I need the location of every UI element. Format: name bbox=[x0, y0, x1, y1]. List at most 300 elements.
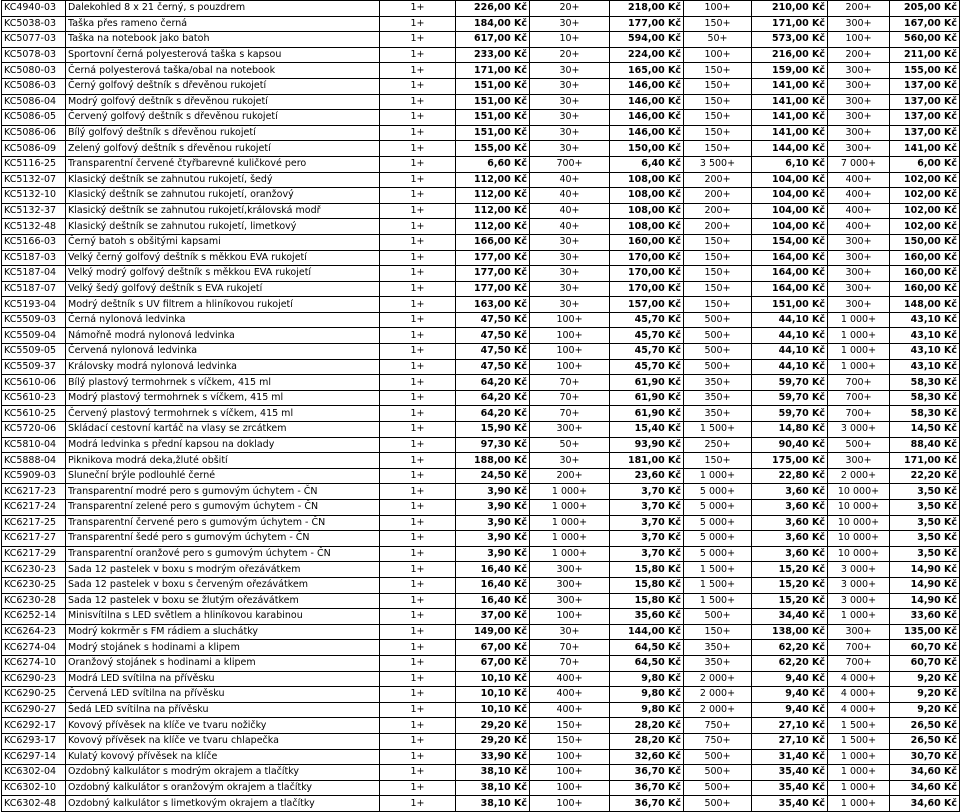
qty-tier-4: 300+ bbox=[828, 250, 890, 266]
qty-tier-4: 200+ bbox=[828, 47, 890, 63]
price-tier-4: 141,00 Kč bbox=[890, 141, 960, 157]
qty-tier-3: 100+ bbox=[684, 47, 752, 63]
qty-tier-2: 20+ bbox=[530, 47, 610, 63]
product-code: KC5509-37 bbox=[2, 359, 66, 375]
product-description: Červený golfový deštník s dřevěnou rukojetí bbox=[66, 110, 380, 126]
qty-tier-2: 100+ bbox=[530, 609, 610, 625]
qty-tier-1: 1+ bbox=[380, 765, 456, 781]
table-row bbox=[2, 531, 960, 547]
qty-tier-2: 70+ bbox=[530, 655, 610, 671]
qty-tier-4: 300+ bbox=[828, 234, 890, 250]
price-tier-1: 10,10 Kč bbox=[456, 687, 530, 703]
product-code: KC5810-04 bbox=[2, 437, 66, 453]
product-description: Černá polyesterová taška/obal na notebook bbox=[66, 63, 380, 79]
product-description: Šedá LED svítilna na přívěsku bbox=[66, 702, 380, 718]
price-tier-3: 62,20 Kč bbox=[752, 655, 828, 671]
table-row bbox=[2, 468, 960, 484]
table-row bbox=[2, 671, 960, 687]
qty-tier-2: 70+ bbox=[530, 390, 610, 406]
price-tier-3: 14,80 Kč bbox=[752, 422, 828, 438]
price-tier-3: 164,00 Kč bbox=[752, 266, 828, 282]
qty-tier-1: 1+ bbox=[380, 63, 456, 79]
product-description: Sluneční brýle podlouhlé černé bbox=[66, 468, 380, 484]
table-row bbox=[2, 640, 960, 656]
qty-tier-1: 1+ bbox=[380, 203, 456, 219]
qty-tier-3: 500+ bbox=[684, 749, 752, 765]
product-code: KC6217-25 bbox=[2, 515, 66, 531]
price-tier-4: 3,50 Kč bbox=[890, 546, 960, 562]
table-row bbox=[2, 32, 960, 48]
price-tier-1: 16,40 Kč bbox=[456, 577, 530, 593]
qty-tier-3: 150+ bbox=[684, 78, 752, 94]
qty-tier-1: 1+ bbox=[380, 375, 456, 391]
price-tier-3: 154,00 Kč bbox=[752, 234, 828, 250]
qty-tier-3: 5 000+ bbox=[684, 484, 752, 500]
price-tier-1: 112,00 Kč bbox=[456, 203, 530, 219]
product-description: Modrý golfový deštník s dřevěnou rukojetí bbox=[66, 94, 380, 110]
table-row bbox=[2, 515, 960, 531]
table-row bbox=[2, 328, 960, 344]
price-tier-2: 9,80 Kč bbox=[610, 687, 684, 703]
product-description: Piknikova modrá deka,žluté obšití bbox=[66, 453, 380, 469]
price-tier-4: 58,30 Kč bbox=[890, 375, 960, 391]
table-row bbox=[2, 437, 960, 453]
price-tier-2: 170,00 Kč bbox=[610, 250, 684, 266]
qty-tier-3: 150+ bbox=[684, 297, 752, 313]
qty-tier-4: 10 000+ bbox=[828, 531, 890, 547]
qty-tier-3: 2 000+ bbox=[684, 687, 752, 703]
qty-tier-3: 150+ bbox=[684, 250, 752, 266]
product-description: Zelený golfový deštník s dřevěnou rukojetí bbox=[66, 141, 380, 157]
qty-tier-2: 300+ bbox=[530, 593, 610, 609]
qty-tier-1: 1+ bbox=[380, 16, 456, 32]
qty-tier-2: 300+ bbox=[530, 562, 610, 578]
price-tier-2: 28,20 Kč bbox=[610, 733, 684, 749]
price-tier-4: 3,50 Kč bbox=[890, 515, 960, 531]
price-tier-1: 47,50 Kč bbox=[456, 328, 530, 344]
qty-tier-3: 100+ bbox=[684, 1, 752, 17]
price-tier-1: 226,00 Kč bbox=[456, 1, 530, 17]
qty-tier-1: 1+ bbox=[380, 359, 456, 375]
product-description: Minisvítilna s LED světlem a hliníkovou karabinou bbox=[66, 609, 380, 625]
price-tier-2: 9,80 Kč bbox=[610, 702, 684, 718]
product-code: KC5610-25 bbox=[2, 406, 66, 422]
price-tier-2: 218,00 Kč bbox=[610, 1, 684, 17]
qty-tier-3: 1 500+ bbox=[684, 422, 752, 438]
qty-tier-3: 5 000+ bbox=[684, 500, 752, 516]
product-description: Transparentní zelené pero s gumovým úchytem - ČN bbox=[66, 500, 380, 516]
qty-tier-4: 400+ bbox=[828, 172, 890, 188]
price-tier-2: 36,70 Kč bbox=[610, 796, 684, 812]
price-tier-4: 155,00 Kč bbox=[890, 63, 960, 79]
product-code: KC5132-07 bbox=[2, 172, 66, 188]
table-row bbox=[2, 375, 960, 391]
qty-tier-1: 1+ bbox=[380, 640, 456, 656]
price-tier-3: 62,20 Kč bbox=[752, 640, 828, 656]
price-tier-2: 150,00 Kč bbox=[610, 141, 684, 157]
product-description: Sada 12 pastelek v boxu s modrým ořezávátkem bbox=[66, 562, 380, 578]
price-tier-3: 59,70 Kč bbox=[752, 406, 828, 422]
table-row bbox=[2, 344, 960, 360]
table-row bbox=[2, 749, 960, 765]
price-tier-3: 34,40 Kč bbox=[752, 609, 828, 625]
price-tier-4: 211,00 Kč bbox=[890, 47, 960, 63]
price-tier-2: 108,00 Kč bbox=[610, 188, 684, 204]
product-description: Sada 12 pastelek v boxu s červeným ořezávátkem bbox=[66, 577, 380, 593]
price-tier-1: 3,90 Kč bbox=[456, 515, 530, 531]
price-tier-1: 33,90 Kč bbox=[456, 749, 530, 765]
price-tier-3: 141,00 Kč bbox=[752, 94, 828, 110]
qty-tier-1: 1+ bbox=[380, 687, 456, 703]
qty-tier-1: 1+ bbox=[380, 234, 456, 250]
price-tier-1: 233,00 Kč bbox=[456, 47, 530, 63]
product-description: Modrá ledvinka s přední kapsou na doklady bbox=[66, 437, 380, 453]
product-code: KC5132-48 bbox=[2, 219, 66, 235]
qty-tier-3: 150+ bbox=[684, 16, 752, 32]
product-description: Sportovní černá polyesterová taška s kapsou bbox=[66, 47, 380, 63]
qty-tier-1: 1+ bbox=[380, 546, 456, 562]
qty-tier-2: 150+ bbox=[530, 733, 610, 749]
qty-tier-4: 2 000+ bbox=[828, 468, 890, 484]
qty-tier-1: 1+ bbox=[380, 515, 456, 531]
qty-tier-2: 300+ bbox=[530, 577, 610, 593]
product-description: Kovový přívěsek na klíče ve tvaru chlapečka bbox=[66, 733, 380, 749]
qty-tier-4: 300+ bbox=[828, 110, 890, 126]
price-tier-3: 44,10 Kč bbox=[752, 344, 828, 360]
product-description: Černá nylonová ledvinka bbox=[66, 312, 380, 328]
price-tier-1: 177,00 Kč bbox=[456, 250, 530, 266]
qty-tier-3: 5 000+ bbox=[684, 515, 752, 531]
price-tier-1: 3,90 Kč bbox=[456, 500, 530, 516]
table-row bbox=[2, 188, 960, 204]
qty-tier-2: 1 000+ bbox=[530, 546, 610, 562]
price-tier-1: 29,20 Kč bbox=[456, 733, 530, 749]
price-tier-3: 27,10 Kč bbox=[752, 718, 828, 734]
qty-tier-3: 200+ bbox=[684, 188, 752, 204]
product-code: KC5038-03 bbox=[2, 16, 66, 32]
product-code: KC5610-06 bbox=[2, 375, 66, 391]
product-description: Modrý kokrměr s FM rádiem a sluchátky bbox=[66, 624, 380, 640]
qty-tier-3: 150+ bbox=[684, 63, 752, 79]
qty-tier-3: 250+ bbox=[684, 437, 752, 453]
qty-tier-4: 100+ bbox=[828, 32, 890, 48]
qty-tier-3: 750+ bbox=[684, 733, 752, 749]
qty-tier-3: 350+ bbox=[684, 375, 752, 391]
qty-tier-4: 300+ bbox=[828, 16, 890, 32]
qty-tier-4: 4 000+ bbox=[828, 702, 890, 718]
table-row bbox=[2, 733, 960, 749]
product-code: KC5086-03 bbox=[2, 78, 66, 94]
qty-tier-3: 150+ bbox=[684, 266, 752, 282]
product-code: KC5080-03 bbox=[2, 63, 66, 79]
price-tier-4: 26,50 Kč bbox=[890, 718, 960, 734]
price-tier-4: 34,60 Kč bbox=[890, 796, 960, 812]
price-tier-1: 617,00 Kč bbox=[456, 32, 530, 48]
product-description: Transparentní modré pero s gumovým úchytem - ČN bbox=[66, 484, 380, 500]
qty-tier-1: 1+ bbox=[380, 281, 456, 297]
qty-tier-1: 1+ bbox=[380, 500, 456, 516]
qty-tier-3: 200+ bbox=[684, 219, 752, 235]
table-row bbox=[2, 281, 960, 297]
price-tier-4: 43,10 Kč bbox=[890, 328, 960, 344]
qty-tier-3: 150+ bbox=[684, 281, 752, 297]
price-tier-3: 44,10 Kč bbox=[752, 328, 828, 344]
price-tier-1: 177,00 Kč bbox=[456, 281, 530, 297]
product-description: Kulatý kovový přívěsek na klíče bbox=[66, 749, 380, 765]
qty-tier-4: 300+ bbox=[828, 141, 890, 157]
price-tier-3: 22,80 Kč bbox=[752, 468, 828, 484]
price-tier-3: 35,40 Kč bbox=[752, 796, 828, 812]
qty-tier-3: 1 500+ bbox=[684, 562, 752, 578]
product-code: KC5909-03 bbox=[2, 468, 66, 484]
price-tier-4: 43,10 Kč bbox=[890, 312, 960, 328]
price-tier-1: 37,00 Kč bbox=[456, 609, 530, 625]
table-row bbox=[2, 780, 960, 796]
qty-tier-3: 500+ bbox=[684, 344, 752, 360]
qty-tier-1: 1+ bbox=[380, 749, 456, 765]
price-tier-3: 15,20 Kč bbox=[752, 577, 828, 593]
price-tier-4: 135,00 Kč bbox=[890, 624, 960, 640]
product-code: KC5086-05 bbox=[2, 110, 66, 126]
qty-tier-4: 300+ bbox=[828, 125, 890, 141]
price-tier-3: 159,00 Kč bbox=[752, 63, 828, 79]
price-tier-4: 137,00 Kč bbox=[890, 78, 960, 94]
qty-tier-4: 7 000+ bbox=[828, 156, 890, 172]
product-code: KC5509-05 bbox=[2, 344, 66, 360]
product-code: KC5509-04 bbox=[2, 328, 66, 344]
product-code: KC6264-23 bbox=[2, 624, 66, 640]
product-description: Ozdobný kalkulátor s oranžovým okrajem a tlačítky bbox=[66, 780, 380, 796]
table-row bbox=[2, 94, 960, 110]
price-tier-3: 216,00 Kč bbox=[752, 47, 828, 63]
product-description: Kovový přívěsek na klíče ve tvaru nožičky bbox=[66, 718, 380, 734]
price-tier-4: 26,50 Kč bbox=[890, 733, 960, 749]
qty-tier-2: 1 000+ bbox=[530, 500, 610, 516]
price-tier-3: 104,00 Kč bbox=[752, 203, 828, 219]
qty-tier-2: 100+ bbox=[530, 312, 610, 328]
price-tier-2: 45,70 Kč bbox=[610, 328, 684, 344]
product-code: KC5720-06 bbox=[2, 422, 66, 438]
product-code: KC5187-07 bbox=[2, 281, 66, 297]
qty-tier-4: 700+ bbox=[828, 655, 890, 671]
price-tier-2: 23,60 Kč bbox=[610, 468, 684, 484]
qty-tier-2: 30+ bbox=[530, 281, 610, 297]
qty-tier-2: 30+ bbox=[530, 78, 610, 94]
qty-tier-2: 1 000+ bbox=[530, 531, 610, 547]
price-tier-1: 38,10 Kč bbox=[456, 780, 530, 796]
qty-tier-4: 1 000+ bbox=[828, 796, 890, 812]
product-code: KC6252-14 bbox=[2, 609, 66, 625]
table-row bbox=[2, 500, 960, 516]
product-description: Královsky modrá nylonová ledvinka bbox=[66, 359, 380, 375]
qty-tier-1: 1+ bbox=[380, 1, 456, 17]
qty-tier-4: 700+ bbox=[828, 375, 890, 391]
price-tier-1: 3,90 Kč bbox=[456, 484, 530, 500]
product-description: Červená nylonová ledvinka bbox=[66, 344, 380, 360]
price-tier-4: 30,70 Kč bbox=[890, 749, 960, 765]
product-code: KC5077-03 bbox=[2, 32, 66, 48]
qty-tier-2: 30+ bbox=[530, 94, 610, 110]
product-description: Modrá LED svítilna na přívěsku bbox=[66, 671, 380, 687]
table-row bbox=[2, 1, 960, 17]
product-code: KC5132-10 bbox=[2, 188, 66, 204]
qty-tier-3: 2 000+ bbox=[684, 702, 752, 718]
product-code: KC5132-37 bbox=[2, 203, 66, 219]
price-tier-2: 64,50 Kč bbox=[610, 655, 684, 671]
product-code: KC5187-03 bbox=[2, 250, 66, 266]
product-code: KC5509-03 bbox=[2, 312, 66, 328]
product-code: KC5078-03 bbox=[2, 47, 66, 63]
qty-tier-3: 500+ bbox=[684, 780, 752, 796]
qty-tier-2: 100+ bbox=[530, 344, 610, 360]
qty-tier-4: 1 000+ bbox=[828, 328, 890, 344]
price-tier-2: 108,00 Kč bbox=[610, 172, 684, 188]
price-tier-1: 15,90 Kč bbox=[456, 422, 530, 438]
price-tier-4: 160,00 Kč bbox=[890, 266, 960, 282]
price-tier-2: 61,90 Kč bbox=[610, 375, 684, 391]
price-tier-3: 44,10 Kč bbox=[752, 312, 828, 328]
qty-tier-1: 1+ bbox=[380, 718, 456, 734]
price-tier-3: 9,40 Kč bbox=[752, 702, 828, 718]
table-row bbox=[2, 219, 960, 235]
price-tier-3: 104,00 Kč bbox=[752, 219, 828, 235]
price-tier-1: 67,00 Kč bbox=[456, 655, 530, 671]
qty-tier-3: 350+ bbox=[684, 640, 752, 656]
table-row bbox=[2, 422, 960, 438]
price-tier-4: 137,00 Kč bbox=[890, 110, 960, 126]
price-tier-1: 188,00 Kč bbox=[456, 453, 530, 469]
qty-tier-3: 1 500+ bbox=[684, 577, 752, 593]
qty-tier-3: 2 000+ bbox=[684, 671, 752, 687]
price-tier-4: 171,00 Kč bbox=[890, 453, 960, 469]
price-tier-4: 150,00 Kč bbox=[890, 234, 960, 250]
qty-tier-1: 1+ bbox=[380, 188, 456, 204]
price-tier-2: 45,70 Kč bbox=[610, 312, 684, 328]
price-tier-3: 171,00 Kč bbox=[752, 16, 828, 32]
price-tier-4: 9,20 Kč bbox=[890, 702, 960, 718]
qty-tier-1: 1+ bbox=[380, 312, 456, 328]
price-tier-2: 15,80 Kč bbox=[610, 593, 684, 609]
price-tier-3: 44,10 Kč bbox=[752, 359, 828, 375]
qty-tier-2: 40+ bbox=[530, 203, 610, 219]
product-code: KC6297-14 bbox=[2, 749, 66, 765]
qty-tier-1: 1+ bbox=[380, 531, 456, 547]
price-tier-2: 177,00 Kč bbox=[610, 16, 684, 32]
table-row bbox=[2, 702, 960, 718]
price-tier-2: 9,80 Kč bbox=[610, 671, 684, 687]
product-description: Černý golfový deštník s dřevěnou rukojetí bbox=[66, 78, 380, 94]
qty-tier-1: 1+ bbox=[380, 390, 456, 406]
product-code: KC5187-04 bbox=[2, 266, 66, 282]
price-tier-2: 108,00 Kč bbox=[610, 203, 684, 219]
price-tier-3: 15,20 Kč bbox=[752, 562, 828, 578]
qty-tier-2: 1 000+ bbox=[530, 515, 610, 531]
qty-tier-2: 40+ bbox=[530, 188, 610, 204]
qty-tier-1: 1+ bbox=[380, 78, 456, 94]
price-tier-3: 138,00 Kč bbox=[752, 624, 828, 640]
qty-tier-1: 1+ bbox=[380, 624, 456, 640]
price-tier-3: 164,00 Kč bbox=[752, 250, 828, 266]
price-tier-2: 181,00 Kč bbox=[610, 453, 684, 469]
price-tier-2: 146,00 Kč bbox=[610, 94, 684, 110]
price-tier-3: 3,60 Kč bbox=[752, 500, 828, 516]
product-code: KC5086-06 bbox=[2, 125, 66, 141]
qty-tier-3: 750+ bbox=[684, 718, 752, 734]
price-tier-2: 157,00 Kč bbox=[610, 297, 684, 313]
qty-tier-3: 500+ bbox=[684, 328, 752, 344]
product-code: KC6290-23 bbox=[2, 671, 66, 687]
price-tier-3: 104,00 Kč bbox=[752, 188, 828, 204]
price-tier-1: 10,10 Kč bbox=[456, 671, 530, 687]
product-code: KC5888-04 bbox=[2, 453, 66, 469]
product-code: KC6217-27 bbox=[2, 531, 66, 547]
qty-tier-1: 1+ bbox=[380, 562, 456, 578]
price-tier-1: 38,10 Kč bbox=[456, 765, 530, 781]
qty-tier-1: 1+ bbox=[380, 250, 456, 266]
qty-tier-4: 10 000+ bbox=[828, 546, 890, 562]
product-code: KC6290-27 bbox=[2, 702, 66, 718]
price-tier-4: 102,00 Kč bbox=[890, 188, 960, 204]
qty-tier-3: 150+ bbox=[684, 624, 752, 640]
price-tier-3: 141,00 Kč bbox=[752, 78, 828, 94]
qty-tier-4: 700+ bbox=[828, 390, 890, 406]
table-row bbox=[2, 718, 960, 734]
table-row bbox=[2, 593, 960, 609]
table-row bbox=[2, 406, 960, 422]
product-description: Velký černý golfový deštník s měkkou EVA rukojetí bbox=[66, 250, 380, 266]
qty-tier-1: 1+ bbox=[380, 796, 456, 812]
price-tier-3: 3,60 Kč bbox=[752, 546, 828, 562]
product-description: Bílý golfový deštník s dřevěnou rukojetí bbox=[66, 125, 380, 141]
price-tier-2: 93,90 Kč bbox=[610, 437, 684, 453]
price-tier-1: 10,10 Kč bbox=[456, 702, 530, 718]
table-row bbox=[2, 47, 960, 63]
qty-tier-3: 500+ bbox=[684, 312, 752, 328]
qty-tier-4: 3 000+ bbox=[828, 562, 890, 578]
table-row bbox=[2, 156, 960, 172]
qty-tier-1: 1+ bbox=[380, 47, 456, 63]
price-tier-1: 177,00 Kč bbox=[456, 266, 530, 282]
price-tier-4: 3,50 Kč bbox=[890, 484, 960, 500]
price-tier-2: 3,70 Kč bbox=[610, 500, 684, 516]
price-tier-2: 3,70 Kč bbox=[610, 515, 684, 531]
qty-tier-3: 3 500+ bbox=[684, 156, 752, 172]
qty-tier-3: 350+ bbox=[684, 406, 752, 422]
price-tier-1: 3,90 Kč bbox=[456, 546, 530, 562]
price-tier-1: 64,20 Kč bbox=[456, 375, 530, 391]
table-row bbox=[2, 250, 960, 266]
qty-tier-4: 300+ bbox=[828, 624, 890, 640]
qty-tier-4: 500+ bbox=[828, 437, 890, 453]
price-tier-1: 151,00 Kč bbox=[456, 110, 530, 126]
qty-tier-4: 200+ bbox=[828, 1, 890, 17]
price-tier-4: 6,00 Kč bbox=[890, 156, 960, 172]
price-tier-4: 3,50 Kč bbox=[890, 531, 960, 547]
product-description: Bílý plastový termohrnek s víčkem, 415 ml bbox=[66, 375, 380, 391]
qty-tier-3: 350+ bbox=[684, 390, 752, 406]
price-tier-4: 167,00 Kč bbox=[890, 16, 960, 32]
table-row bbox=[2, 609, 960, 625]
qty-tier-4: 4 000+ bbox=[828, 687, 890, 703]
product-description: Červená LED svítilna na přívěsku bbox=[66, 687, 380, 703]
price-tier-1: 151,00 Kč bbox=[456, 78, 530, 94]
product-description: Velký modrý golfový deštník s měkkou EVA rukojetí bbox=[66, 266, 380, 282]
price-tier-3: 210,00 Kč bbox=[752, 1, 828, 17]
qty-tier-2: 100+ bbox=[530, 328, 610, 344]
price-tier-3: 175,00 Kč bbox=[752, 453, 828, 469]
qty-tier-1: 1+ bbox=[380, 406, 456, 422]
qty-tier-4: 3 000+ bbox=[828, 593, 890, 609]
